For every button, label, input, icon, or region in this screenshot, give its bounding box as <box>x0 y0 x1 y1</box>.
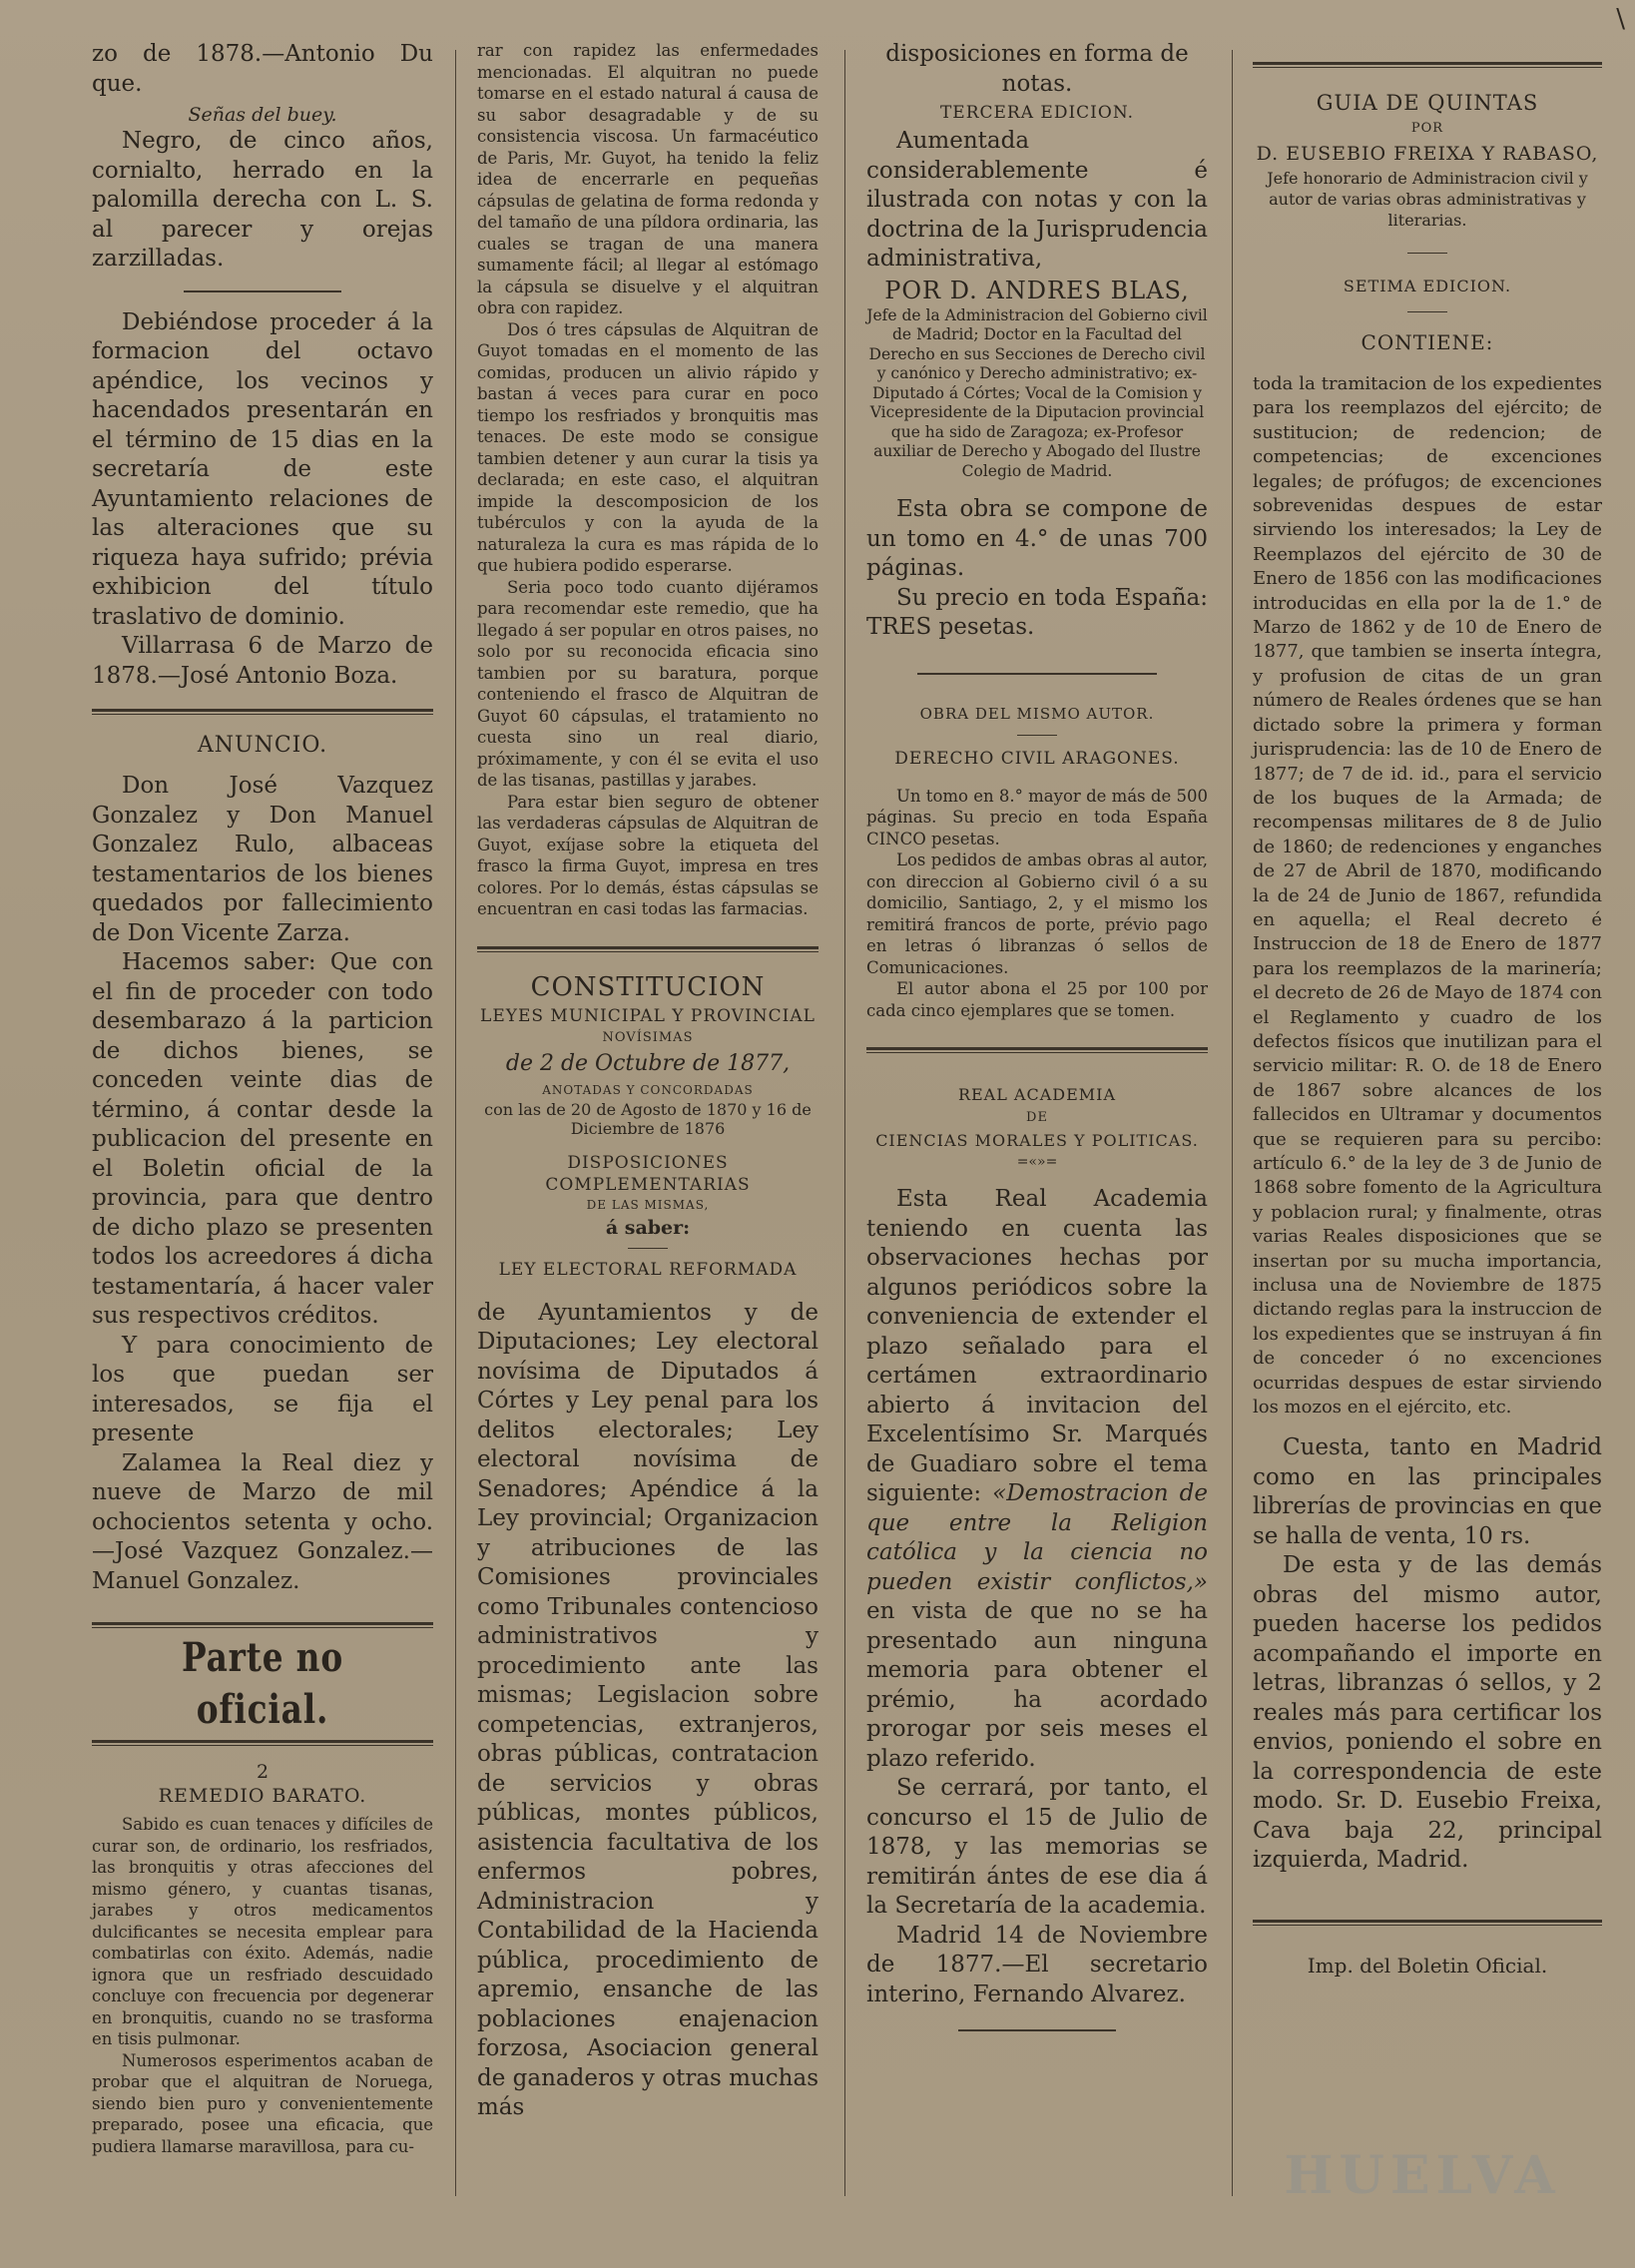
divider <box>917 673 1156 675</box>
anuncio-signature: Zalamea la Real diez y nueve de Marzo de mil ochocientos setenta y ocho.—José Vazquez Gonzalez.—Manuel Gonzalez. <box>92 1449 433 1594</box>
divider <box>184 290 340 292</box>
cuesta-text: Cuesta, tanto en Madrid como en las principales librerías de provincias en que se halla de venta, 10 rs. <box>1253 1434 1602 1549</box>
anuncio-paragraph: Hacemos saber: Que con el fin de proceder con todo desembarazo á la particion de dichos bienes, se conceden veinte dias de término, á contar desde la publicacion del presente en el Boletin oficial de la provincia, para que dentro de dicho plazo se presenten todos los acreedores á dicha testamentaría, á hacer valer sus respectivos créditos. <box>92 949 433 1329</box>
anuncio-paragraph: Don José Vazquez Gonzalez y Don Manuel Gonzalez Rulo, albaceas testamentarios de los bienes quedados por fallecimiento de Don Vicente Zarza. <box>92 773 433 946</box>
double-divider <box>1253 62 1602 68</box>
column-rule <box>455 50 456 2196</box>
ornament: =«»= <box>1016 1154 1058 1170</box>
tomo2-text: Un tomo en 8.° mayor de más de 500 páginas. Su precio en toda España CINCO pesetas. <box>866 786 1208 849</box>
ley-electoral-title: LEY ELECTORAL REFORMADA <box>498 1259 798 1280</box>
academia-paragraph: Se cerrará, por tanto, el concurso el 15 de Julio de 1878, y las memorias se remitirán ántes de ese dia á la Secretaría de la academia. <box>866 1775 1208 1919</box>
senas-title: Señas del buey. <box>188 104 337 126</box>
author-credentials: Jefe de la Administracion del Gobierno civil de Madrid; Doctor en la Facultad del Derecho en sus Secciones de Derecho civil y canónico y Derecho administrativo; ex-Diputado á Córtes; Vocal de la Comision y Vicepresidente de la Diputacion provincial que ha sido de Zaragoza; ex-Profesor auxiliar de Derecho y Abogado del Ilustre Colegio de Madrid. <box>866 305 1208 480</box>
constitucion-body: de Ayuntamientos y de Diputaciones; Ley electoral novísima de Diputados á Córtes y Ley penal para los delitos electorales; Ley electoral novísima de Senadores; Apéndice á la Ley provincial; Organizacion y atribuciones de las Comisiones provinciales como Tribunales contencioso administrativos y procedimiento ante las mismas; Legislacion sobre competencias, extranjeros, obras públicas, contratacion de servicios y obras públicas, montes públicos, asistencia facultativa de los enfermos pobres, Administracion y Contabilidad de la Hacienda pública, procedimiento de apremio, ensanche de las poblaciones enajenacion forzosa, Asociacion general de ganaderos y otras muchas más <box>477 1299 818 2120</box>
contiene-label: CONTIENE: <box>1361 330 1494 354</box>
guia-body: toda la tramitacion de los expedientes para los reemplazos del ejército; de sustitucion; de redencion; de competencias; de excenciones legales; de prófugos; de excenciones sobrevenidas despues de estar sirviendo los interesados; la Ley de Reemplazos del ejército de 30 de Enero de 1856 con las modificaciones introducidas en ella por la de 1.° de Marzo de 1862 y de 10 de Enero de 1877, que tambien se inserta íntegra, y profusion de citas de un gran número de Reales órdenes que se han dictado sobre la primera y forman jurisprudencia: las de 10 de Enero de 1877; de 7 de id. id., para el servicio de los buques de la Armada; de recompensas militares de 8 de Julio de 1860; de redenciones y enganches de 27 de Abril de 1870, modificando la de 24 de Junio de 1867, refundida en aquella; el Real decreto é Instruccion de 18 de Enero de 1877 para los reemplazos de la marinería; el decreto de 26 de Mayo de 1874 con el Reglamento y cuadro de los defectos físicos que inutilizan para el servicio militar: R. O. de 18 de Enero de 1867 sobre alcances de los fallecidos en Ultramar y documentos que se requieren para su percibo: artículo 6.° de la ley de 3 de Junio de 1868 sobre fomento de la Agricultura y poblacion rural; y finalmente, otras varias Reales disposiciones que se insertan por su mucha importancia, inclusa una de Noviembre de 1875 dictando reglas para la instruccion de los expedientes que se instruyan á fin de conceder ó no excenciones ocurridas despues de estar sirviendo los mozos en el ejército, etc. <box>1253 373 1602 1418</box>
column-rule <box>1232 50 1233 2196</box>
tercera-edicion-label: TERCERA EDICION. <box>939 103 1135 123</box>
aviso-signature: Villarrasa 6 de Marzo de 1878.—José Antonio Boza. <box>92 633 433 689</box>
pedidos-text: Los pedidos de ambas obras al autor, con direccion al Gobierno civil ó a su domicilio, Santiago, 2, y el mismo los remitirá francos de porte, prévio pago en letras ó libranzas ó sellos de Comunicaciones. <box>866 850 1208 977</box>
imprenta-label: Imp. del Boletin Oficial. <box>1307 1953 1548 1978</box>
pedidos-text: De esta y de las demás obras del mismo autor, pueden hacerse los pedidos acompañando el importe en letras, libranzas ó sellos, y 2 reales más para certificar los envios, poniendo el sobre en la correspondencia de este modo. Sr. D. Eusebio Freixa, Cava baja 22, principal izquierda, Madrid. <box>1253 1552 1602 1874</box>
column-4 <box>1253 40 1602 1980</box>
double-divider <box>866 1047 1208 1053</box>
remedio-paragraph: Numerosos esperimentos acaban de probar que el alquitran de Noruega, siendo bien puro y convenientemente preparado, posee una eficacia, que pudiera llamarse maravillosa, para cu- <box>92 2050 433 2156</box>
double-divider <box>477 946 818 952</box>
disposiciones-title: DISPOSICIONES COMPLEMENTARIAS <box>545 1152 751 1195</box>
remedio-paragraph: Dos ó tres cápsulas de Alquitran de Guyot tomadas en el momento de las comidas, producen un alivio rápido y bastan á veces para curar en poco tiempo los resfriados y bronquitis mas tenaces. De este modo se consigue tambien detener y aun curar la tisis ya declarada; en este caso, el alquitran impide la descomposicion de los tubérculos y con la ayuda de la naturaleza la cura es mas rápida de lo que hubiera podido esperarse. <box>477 319 818 575</box>
setima-edicion-label: SETIMA EDICION. <box>1343 277 1512 295</box>
library-watermark: HUELVA <box>1284 2145 1561 2206</box>
aviso-text: Debiéndose proceder á la formacion del octavo apéndice, los vecinos y hacendados presentarán en el término de 15 dias en la secretaría de este Ayuntamiento relaciones de las alteraciones que su riqueza haya sufrido; prévia exhibicion del título traslativo de dominio. <box>92 308 433 630</box>
double-divider <box>1253 1920 1602 1926</box>
remedio-paragraph: Seria poco todo cuanto dijéramos para recomendar este remedio, que ha llegado á ser popular en otros paises, no solo por su reconocida eficacia sino tambien por su baratura, porque conteniendo el frasco de Alquitran de Guyot 60 cápsulas, el tratamiento no cuesta sino un real diario, próximamente, y con él se evita el uso de las tisanas, pastillas y jarabes. <box>477 577 818 790</box>
abona-text: El autor abona el 25 por 100 por cada cinco ejemplares que se tomen. <box>866 979 1208 1020</box>
guia-title: GUIA DE QUINTAS <box>1316 91 1539 115</box>
academia-signature: Madrid 14 de Noviembre de 1877.—El secretario interino, Fernando Alvarez. <box>866 1922 1208 2007</box>
edicion-description: Aumentada considerablemente é ilustrada con notas y con la doctrina de la Jurisprudencia administrativa, <box>866 128 1208 272</box>
remedio-number: 2 <box>256 1761 270 1783</box>
constitucion-title: CONSTITUCION <box>530 971 766 1002</box>
novisimas-label: NOVÍSIMAS <box>602 1029 694 1045</box>
academia-de-label: DE <box>1026 1110 1048 1125</box>
derecho-title: DERECHO CIVIL ARAGONES. <box>894 748 1180 769</box>
double-divider <box>92 709 433 715</box>
text-continued: disposiciones en forma de notas. <box>885 41 1189 97</box>
remedio-paragraph: rar con rapidez las enfermedades mencionadas. El alquitran no puede tomarse en el estado natural á causa de su sabor desagradable y de su consistencia viscosa. Un farmacéutico de Paris, Mr. Guyot, ha tenido la feliz idea de encerrarle en pequeñas cápsulas de gelatina de forma redonda y del tamaño de una píldora ordinaria, las cuales se tragan de una manera sumamente fácil; al llegar al estómago la cápsula se disuelve y el alquitran obra con rapidez. <box>477 41 818 317</box>
senas-text: Negro, de cinco años, cornialto, herrado en la palomilla derecha con L. S. al parecer y orejas zarzilladas. <box>92 128 433 272</box>
precio-text: Su precio en toda España: TRES pesetas. <box>866 584 1208 640</box>
column-3 <box>866 40 1208 2047</box>
leyes-title: LEYES MUNICIPAL Y PROVINCIAL <box>480 1005 816 1026</box>
academia-tema: «Demostracion de que entre la Religion católica y la ciencia no pueden existir conflictos,» <box>866 1480 1209 1595</box>
con-las-label: con las de 20 de Agosto de 1870 y 16 de Diciembre de 1876 <box>484 1099 812 1138</box>
column-2 <box>477 40 818 2123</box>
academia-title: REAL ACADEMIA <box>957 1085 1117 1104</box>
academia-outro: en vista de que no se ha presentado aun ninguna memoria para obtener el prémio, ha acordado prorogar por seis meses el plazo referido. <box>866 1598 1208 1772</box>
anotadas-label: ANOTADAS Y CONCORDADAS <box>542 1082 754 1097</box>
fecha-label: de 2 de Octubre de 1877, <box>505 1050 791 1076</box>
academia-intro: Esta Real Academia teniendo en cuenta las observaciones hechas por algunos periódicos sobre la conveniencia de extender el plazo señalado para el certámen extraordinario abierto á invitacion del Excelentísimo Sr. Marqués de Guadiaro sobre el tema siguiente: <box>866 1186 1208 1506</box>
section-title-parte-no-oficial: Parte no oficial. <box>181 1634 344 1733</box>
author-credentials: Jefe honorario de Administracion civil y autor de varias obras administrativas y literarias. <box>1267 169 1588 230</box>
divider <box>958 2029 1115 2031</box>
por-label: POR <box>1410 121 1444 136</box>
column-rule <box>844 50 845 2196</box>
tomo-text: Esta obra se compone de un tomo en 4.° de unas 700 páginas. <box>866 496 1208 581</box>
academia-subtitle: CIENCIAS MORALES Y POLITICAS. <box>875 1131 1199 1150</box>
text-continued: zo de 1878.—Antonio Du que. <box>92 41 433 97</box>
column-1 <box>92 40 433 2157</box>
page-edge-mark: \ <box>1616 4 1625 34</box>
author-name: D. EUSEBIO FREIXA Y RABASO, <box>1256 143 1599 165</box>
remedio-title: REMEDIO BARATO. <box>158 1785 367 1807</box>
anuncio-paragraph: Y para conocimiento de los que puedan ser interesados, se fija el presente <box>92 1332 433 1446</box>
double-divider <box>92 1622 433 1628</box>
author-line: POR D. ANDRES BLAS, <box>884 276 1190 304</box>
anuncio-title: ANUNCIO. <box>197 733 328 758</box>
de-las-label: DE LAS MISMAS, <box>586 1197 710 1212</box>
remedio-paragraph: Sabido es cuan tenaces y difíciles de curar son, de ordinario, los resfriados, las bronquitis y otras afecciones del mismo género, y cuantas tisanas, jarabes y otros medicamentos dulcificantes se necesita emplear para combatirlas con éxito. Además, nadie ignora que un resfriado descuidado concluye con frecuencia por degenerar en bronquitis, cuando no se trasforma en tisis pulmonar. <box>92 1815 433 2048</box>
academia-paragraph <box>866 1185 1208 1774</box>
obra-label: OBRA DEL MISMO AUTOR. <box>919 704 1155 723</box>
a-saber-label: á saber: <box>605 1216 691 1239</box>
double-divider <box>92 1740 433 1746</box>
remedio-paragraph: Para estar bien seguro de obtener las verdaderas cápsulas de Alquitran de Guyot, exíjase sobre la etiqueta del frasco la firma Guyot, impresa en tres colores. Por lo demás, éstas cápsulas se encuentran en casi todas las farmacias. <box>477 792 818 918</box>
